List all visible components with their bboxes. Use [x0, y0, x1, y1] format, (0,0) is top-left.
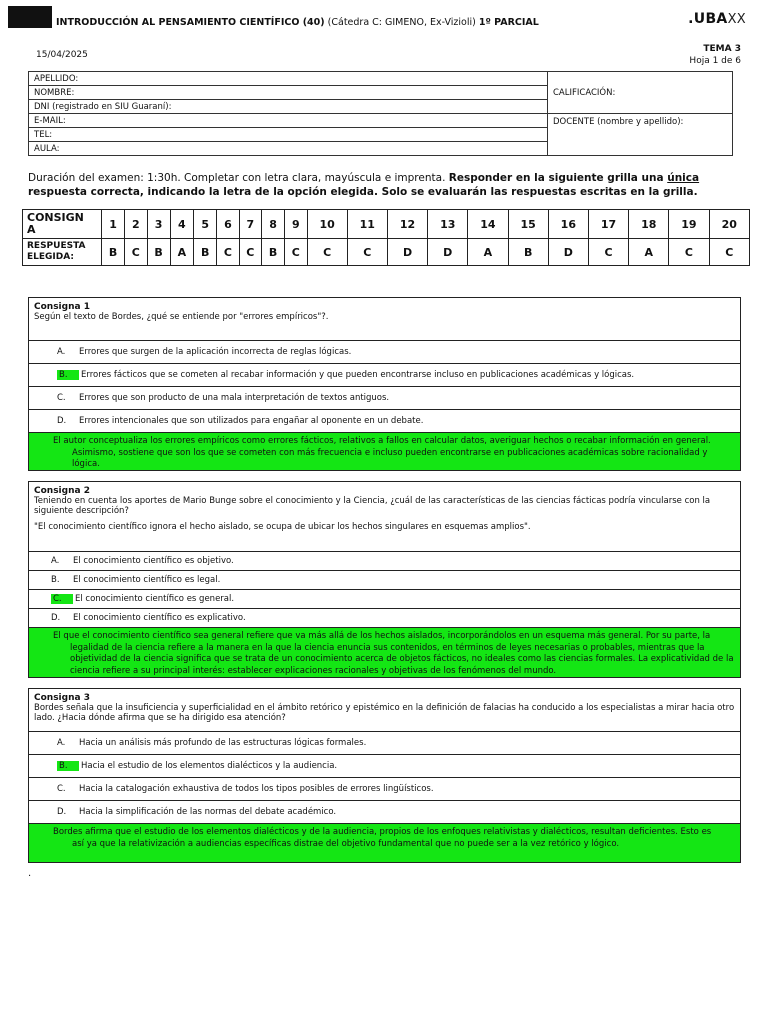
redacted-block [8, 6, 52, 28]
option-b[interactable]: B. Hacia el estudio de los elementos dialécticos y la audiencia. [29, 754, 740, 777]
tel-field[interactable]: TEL: [29, 128, 548, 142]
grid-number: 8 [262, 210, 285, 239]
grid-number: 20 [709, 210, 749, 239]
grid-number: 7 [239, 210, 261, 239]
correct-answer-highlight: C. [51, 594, 73, 604]
question-text: Teniendo en cuenta los aportes de Mario Bunge sobre el conocimiento y la Ciencia, ¿cuál de las características de las ciencias fácticas podría vincularse con la siguiente descripción? [34, 496, 711, 516]
explanation: Bordes afirma que el estudio de los elementos dialécticos y de la audiencia, propios de los enfoques relativistas y dialécticos, resultan deficientes. Esto es así ya que la relativización a audiencias específicas distrae del objetivo fundamental que no puede ser a la vez retórico y lógico. [29, 823, 740, 862]
question-title: Consigna 3 [34, 693, 90, 703]
grid-answer[interactable]: B [147, 239, 170, 266]
nombre-field[interactable]: NOMBRE: [29, 86, 548, 100]
question-title: Consigna 1 [34, 302, 90, 312]
grid-number: 10 [307, 210, 347, 239]
docente-field[interactable]: DOCENTE (nombre y apellido): [548, 114, 733, 156]
option-c[interactable]: C. Errores que son producto de una mala interpretación de textos antiguos. [29, 386, 740, 409]
grid-answer[interactable]: D [548, 239, 588, 266]
grid-number: 18 [629, 210, 669, 239]
correct-answer-highlight: B. [57, 761, 79, 771]
correct-answer-highlight: B. [57, 370, 79, 380]
trailing-dot: . [28, 868, 32, 879]
grid-answer[interactable]: D [428, 239, 468, 266]
grid-number: 13 [428, 210, 468, 239]
grid-answer[interactable]: C [709, 239, 749, 266]
grid-answer[interactable]: C [347, 239, 387, 266]
grid-answer[interactable]: B [102, 239, 125, 266]
student-info-table [28, 71, 733, 156]
question-text: Bordes señala que la insuficiencia y superficialidad en el ámbito retórico y epistémico en la definición de falacias ha conducido a los especialistas a mirar hacia otro lado. ¿Hacia dónde afirma que se ha dirigido esa atención? [34, 703, 735, 723]
exam-date: 15/04/2025 [36, 50, 88, 60]
answer-grid [22, 209, 750, 266]
grid-answer[interactable]: C [217, 239, 239, 266]
grid-answer[interactable]: D [387, 239, 427, 266]
option-a[interactable]: A. El conocimiento científico es objetivo. [29, 551, 740, 570]
calificacion-field[interactable]: CALIFICACIÓN: [548, 72, 733, 114]
option-d[interactable]: D. Errores intencionales que son utilizados para engañar al oponente en un debate. [29, 409, 740, 432]
option-d[interactable]: D. Hacia la simplificación de las normas del debate académico. [29, 800, 740, 823]
question-3 [28, 688, 741, 863]
option-b[interactable]: B. El conocimiento científico es legal. [29, 570, 740, 589]
grid-answer[interactable]: C [239, 239, 261, 266]
question-text: Según el texto de Bordes, ¿qué se entiende por "errores empíricos"?. [34, 312, 329, 322]
apellido-field[interactable]: APELLIDO: [29, 72, 548, 86]
grid-number: 6 [217, 210, 239, 239]
uba-logo: .UBAXX [688, 11, 746, 27]
tema-label: TEMA 3 [703, 44, 741, 54]
grid-answer[interactable]: C [669, 239, 709, 266]
question-title: Consigna 2 [34, 486, 90, 496]
course-title: INTRODUCCIÓN AL PENSAMIENTO CIENTÍFICO (40) (Cátedra C: GIMENO, Ex-Vizioli) 1º PARCIAL [56, 17, 539, 28]
grid-number: 17 [588, 210, 628, 239]
grid-number: 15 [508, 210, 548, 239]
question-quote: "El conocimiento científico ignora el hecho aislado, se ocupa de ubicar los hechos singulares en esquemas amplios". [34, 522, 531, 532]
grid-number: 3 [147, 210, 170, 239]
grid-answer[interactable]: B [262, 239, 285, 266]
grid-answer[interactable]: B [508, 239, 548, 266]
grid-number: 14 [468, 210, 508, 239]
grid-respuesta-label: RESPUESTA ELEGIDA: [23, 239, 102, 266]
explanation: El que el conocimiento científico sea general refiere que va más allá de los hechos aislados, incorporándolos en un esquema más general. Por su parte, la legalidad de la ciencia refiere a la manera en la que la ciencia enuncia sus contenidos, en términos de leyes necesarias o probables, mientras que la objetividad de la ciencia significa que se trata de un conocimiento acerca de objetos fácticos, no ideales como las ciencias formales. La explicatividad de la ciencia refiere a su principal interés: establecer explicaciones racionales y objetivas de los fenómenos del mundo. [29, 627, 740, 677]
question-2 [28, 481, 741, 678]
option-b[interactable]: B. Errores fácticos que se cometen al recabar información y que pueden encontrarse incluso en publicaciones académicas y lógicas. [29, 363, 740, 386]
option-a[interactable]: A. Hacia un análisis más profundo de las estructuras lógicas formales. [29, 731, 740, 754]
aula-field[interactable]: AULA: [29, 142, 548, 156]
grid-number: 12 [387, 210, 427, 239]
grid-number: 16 [548, 210, 588, 239]
grid-number: 4 [170, 210, 193, 239]
grid-number: 1 [102, 210, 125, 239]
option-d[interactable]: D. El conocimiento científico es explicativo. [29, 608, 740, 627]
explanation: El autor conceptualiza los errores empíricos como errores fácticos, relativos a fallos en calcular datos, averiguar hechos o recabar información en general. Asimismo, sostiene que son los que se cometen con más frecuencia e incluso pueden encontrarse en publicaciones académicas sobre racionalidad y lógica. [29, 432, 740, 470]
grid-answer[interactable]: C [588, 239, 628, 266]
grid-answer[interactable]: A [170, 239, 193, 266]
grid-number: 9 [285, 210, 307, 239]
grid-number: 19 [669, 210, 709, 239]
grid-answer[interactable]: C [125, 239, 147, 266]
grid-answer[interactable]: C [285, 239, 307, 266]
grid-answer[interactable]: A [629, 239, 669, 266]
page-indicator: Hoja 1 de 6 [689, 56, 741, 66]
grid-number: 2 [125, 210, 147, 239]
email-field[interactable]: E-MAIL: [29, 114, 548, 128]
option-a[interactable]: A. Errores que surgen de la aplicación incorrecta de reglas lógicas. [29, 340, 740, 363]
exam-instructions: Duración del examen: 1:30h. Completar con letra clara, mayúscula e imprenta. Responder en la siguiente grilla una única respuesta correcta, indicando la letra de la opción elegida. Solo se evaluarán las respuestas escritas en la grilla. [28, 172, 700, 198]
option-c[interactable]: C. El conocimiento científico es general. [29, 589, 740, 608]
grid-number: 11 [347, 210, 387, 239]
grid-number: 5 [194, 210, 217, 239]
grid-consigna-label: CONSIGN A [23, 210, 102, 239]
option-c[interactable]: C. Hacia la catalogación exhaustiva de todos los tipos posibles de errores lingüísticos. [29, 777, 740, 800]
question-1 [28, 297, 741, 471]
grid-answer[interactable]: B [194, 239, 217, 266]
grid-answer[interactable]: C [307, 239, 347, 266]
grid-answer[interactable]: A [468, 239, 508, 266]
dni-field[interactable]: DNI (registrado en SIU Guaraní): [29, 100, 548, 114]
